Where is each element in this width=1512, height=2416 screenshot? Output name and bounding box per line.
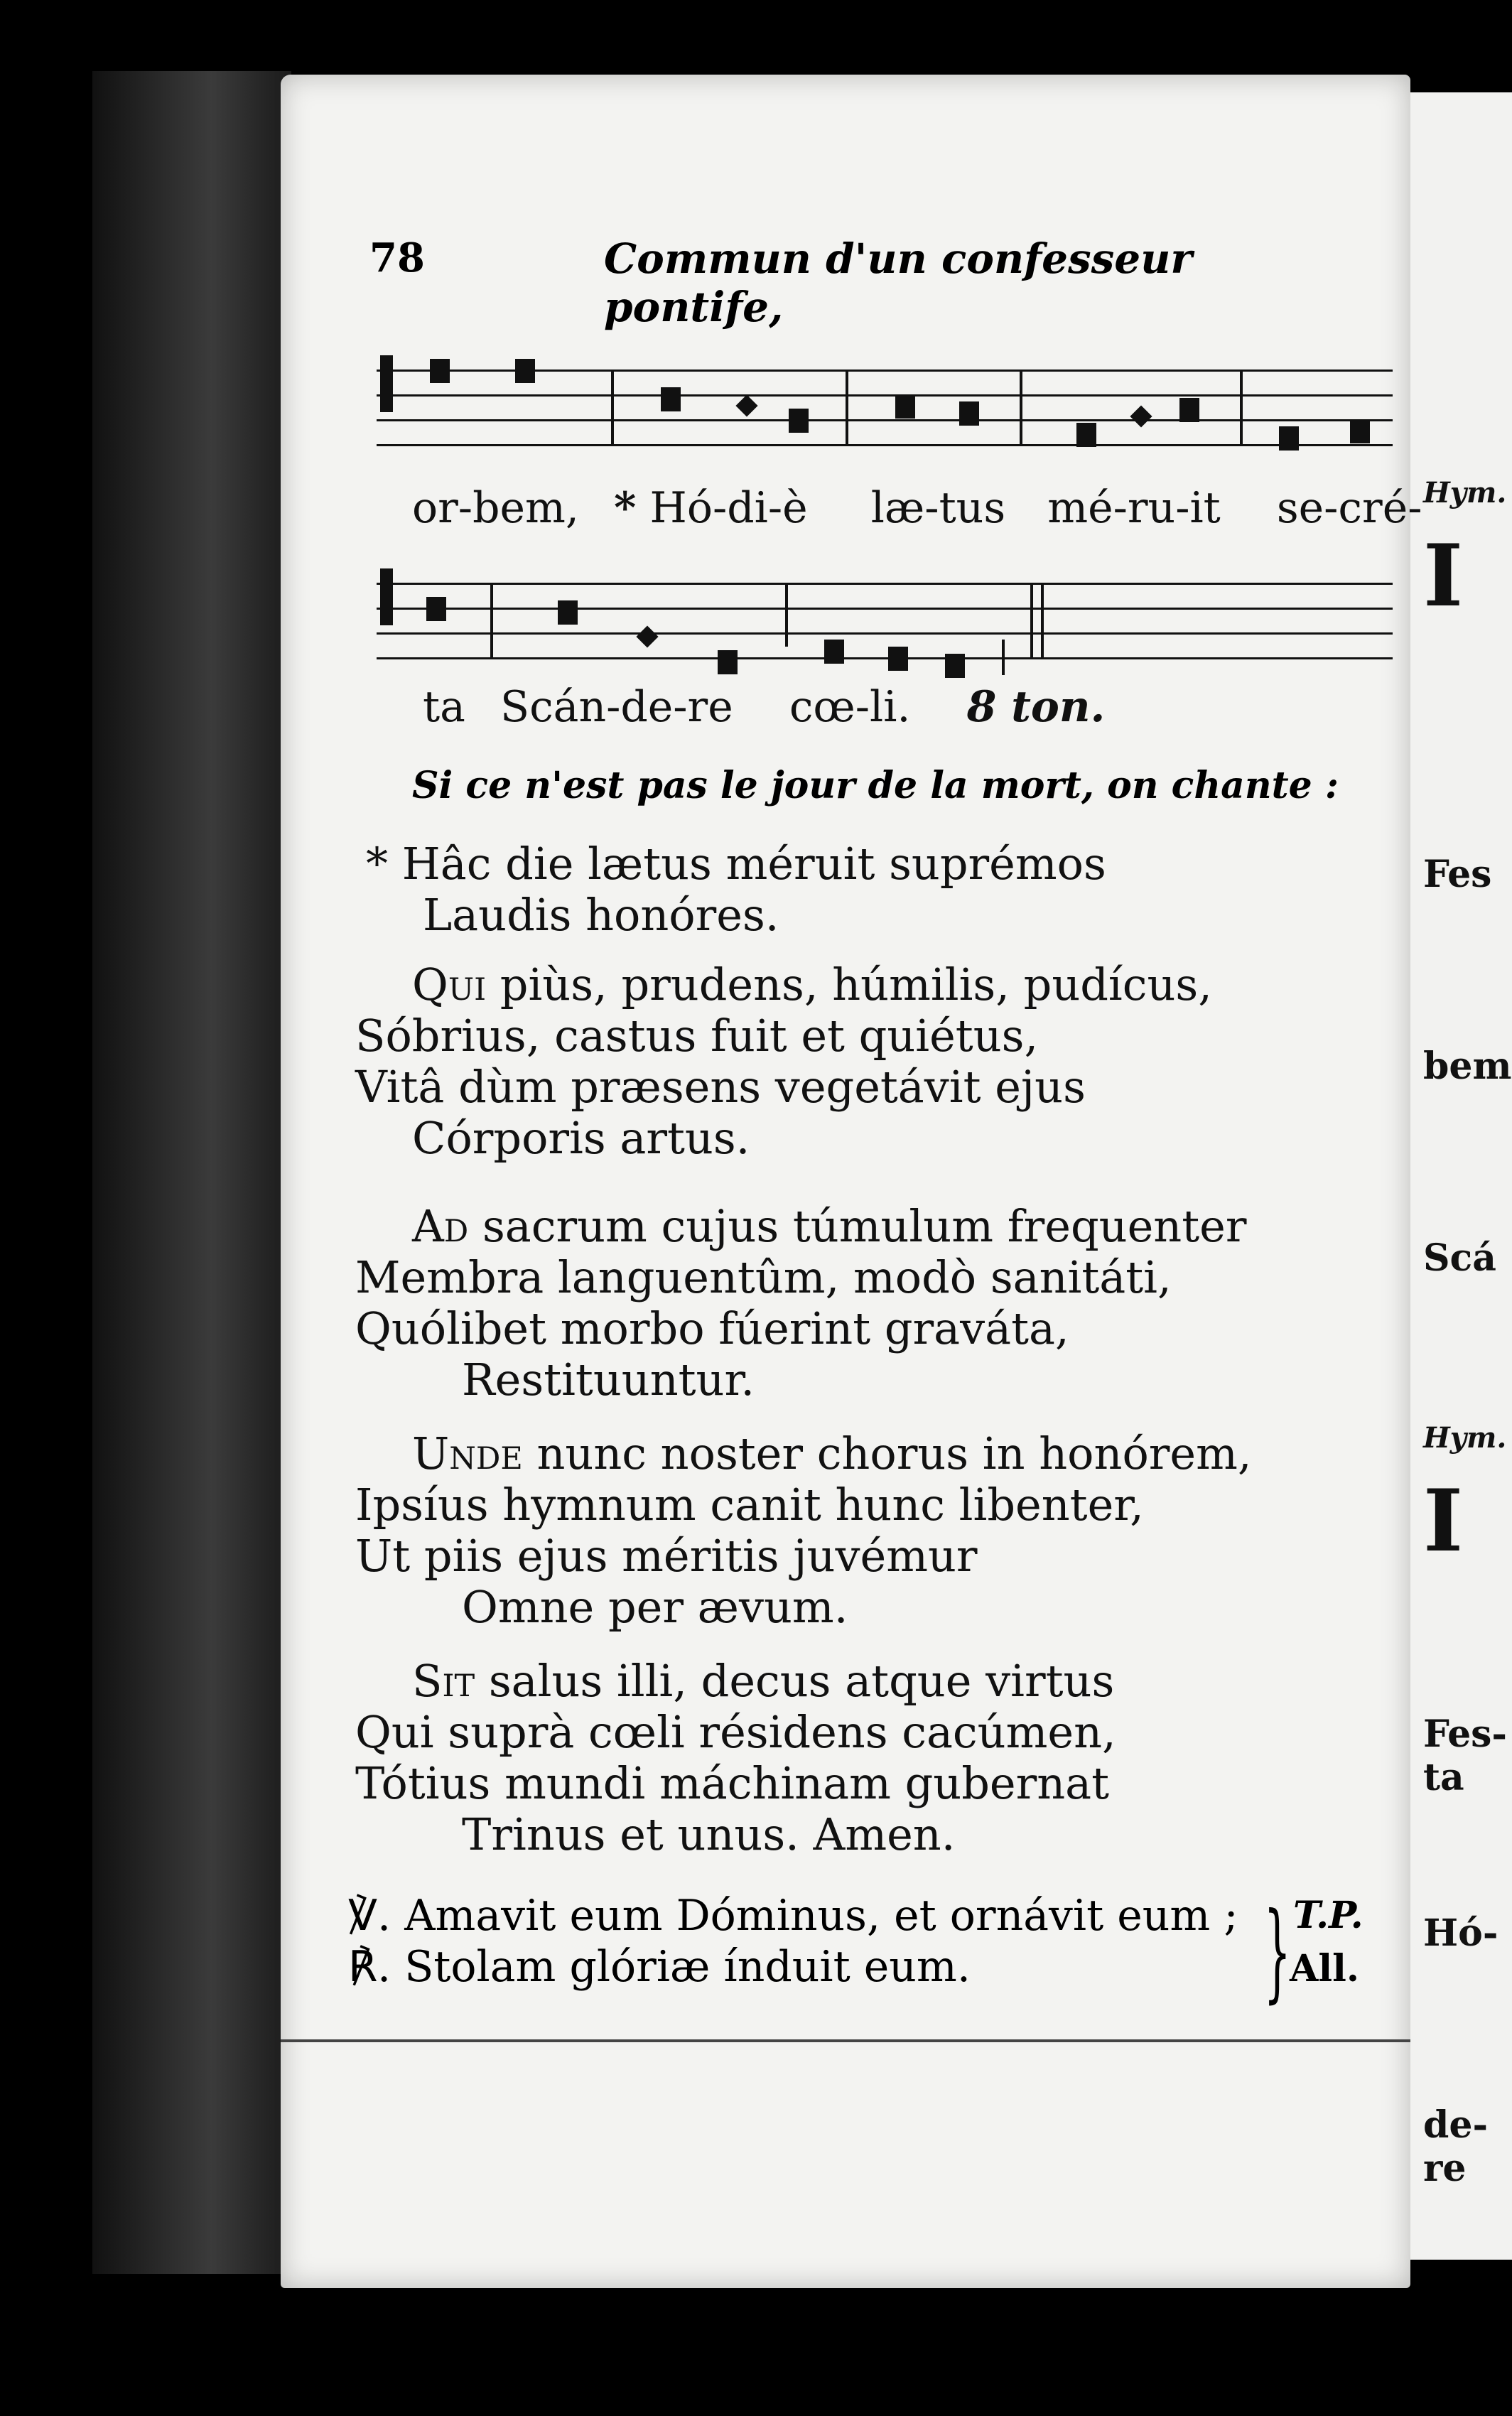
- verse-line: Qui piùs, prudens, húmilis, pudícus,: [412, 959, 1212, 1010]
- page-header: [369, 234, 1293, 331]
- stanza-initial: Sit: [412, 1655, 475, 1707]
- hymn-stanza: [355, 1656, 1116, 1860]
- verse-line: Trinus et unus. Amen.: [462, 1808, 956, 1860]
- verse-line: Qui suprà cœli résidens cacúmen,: [355, 1706, 1116, 1758]
- chant-staff-1: [377, 355, 1393, 462]
- rubric: Si ce n'est pas le jour de la mort, on chante :: [412, 764, 1339, 807]
- syllables: ta: [423, 682, 465, 732]
- verse-line: Sóbrius, castus fuit et quiétus,: [355, 1010, 1039, 1062]
- adjacent-text: Hym.: [1423, 1421, 1507, 1455]
- book-spine: [92, 71, 291, 2274]
- adjacent-text: I: [1423, 1471, 1464, 1571]
- adjacent-text: de-re: [1423, 2103, 1489, 2190]
- stanza-initial: Unde: [412, 1428, 523, 1479]
- adjacent-text: Hó-: [1423, 1911, 1498, 1955]
- page-rule: [281, 2039, 1410, 2042]
- syllables: Scán-de-re: [500, 682, 733, 732]
- hymn-stanza: [355, 959, 1212, 1164]
- adjacent-text: I: [1423, 526, 1464, 626]
- response: ℟. Stolam glóriæ índuit eum.: [348, 1942, 971, 1992]
- adjacent-text: Scá: [1423, 1236, 1496, 1280]
- verse-line: Ad sacrum cujus túmulum frequenter: [412, 1200, 1247, 1252]
- verse-line: Omne per ævum.: [462, 1581, 848, 1633]
- verse-line: Restituuntur.: [462, 1354, 755, 1406]
- verse-line: Ut piis ejus méritis juvémur: [355, 1530, 978, 1582]
- verse-line: Unde nunc noster chorus in honórem,: [412, 1428, 1252, 1479]
- hymn-stanza: [355, 1201, 1246, 1406]
- verse-line: Ipsíus hymnum canit hunc libenter,: [355, 1479, 1144, 1531]
- versicle: ℣. Amavit eum Dóminus, et ornávit eum ;: [348, 1891, 1238, 1941]
- syllables: cœ-li.: [789, 682, 911, 732]
- chant-lyrics-2: [423, 682, 1105, 732]
- hymn-stanza: [366, 838, 1106, 941]
- brace: }: [1263, 1890, 1291, 2014]
- running-title: Commun d'un confesseur pontife,: [604, 234, 1192, 331]
- syllables: Hó-di-è: [649, 483, 808, 533]
- clef: [380, 355, 393, 412]
- verse-line: Córporis artus.: [412, 1112, 750, 1164]
- verse-line: * Hâc die lætus méruit suprémos: [366, 838, 1106, 890]
- adjacent-page-edge: [1410, 92, 1512, 2260]
- hymn-stanza: [355, 1428, 1252, 1633]
- alleluia-label: All.: [1290, 1947, 1359, 1990]
- adjacent-text: Hym.: [1423, 476, 1507, 509]
- paschal-time-label: T.P.: [1293, 1894, 1364, 1937]
- syllables: or-bem,: [412, 483, 579, 533]
- chant-staff-2: [377, 568, 1393, 682]
- adjacent-text: Fes: [1423, 853, 1492, 896]
- verse-line: Sit salus illi, decus atque virtus: [412, 1655, 1115, 1707]
- stanza-initial: *: [366, 838, 388, 890]
- verse-line: Membra languentûm, modò sanitáti,: [355, 1251, 1172, 1303]
- syllables: se-cré-: [1276, 483, 1422, 533]
- verse-line: Vitâ dùm præsens vegetávit ejus: [355, 1061, 1086, 1113]
- chant-lyrics-1: or-bem, * Hó-di-è læ-tus mé-ru-it se-cré-: [412, 483, 1422, 533]
- syllables: læ-tus: [870, 483, 1006, 533]
- stanza-initial: Qui: [412, 959, 487, 1010]
- syllables: mé-ru-it: [1047, 483, 1221, 533]
- clef: [380, 568, 393, 625]
- adjacent-text: Fes-ta: [1423, 1713, 1508, 1799]
- mode-indicator: 8 ton.: [966, 682, 1106, 732]
- verse-line: Laudis honóres.: [423, 889, 779, 941]
- verse-line: Quólibet morbo fúerint graváta,: [355, 1303, 1069, 1354]
- adjacent-text: bem: [1423, 1045, 1512, 1088]
- verse-line: Tótius mundi máchinam gubernat: [355, 1757, 1110, 1809]
- versicle-response: [348, 1890, 1238, 1992]
- stanza-initial: Ad: [412, 1200, 469, 1252]
- page-number: 78: [369, 234, 425, 281]
